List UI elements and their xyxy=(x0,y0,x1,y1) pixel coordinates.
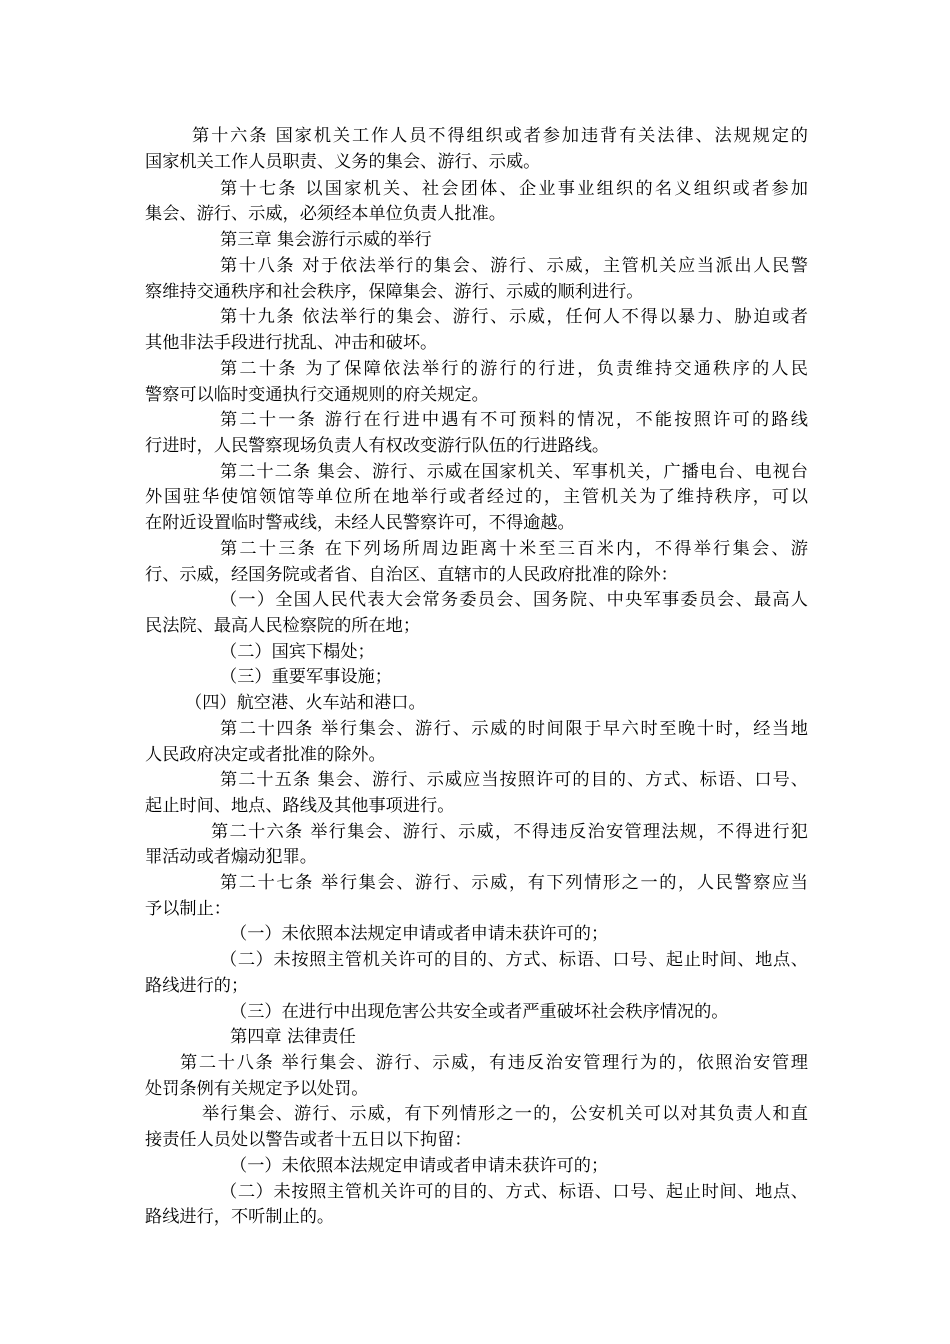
article-27-line-2: 予以制止： xyxy=(145,899,231,919)
article-27-item-3: （三）在进行中出现危害公共安全或者严重破坏社会秩序情况的。 xyxy=(230,1002,729,1022)
article-19-line-2: 其他非法手段进行扰乱、冲击和破坏。 xyxy=(145,333,438,353)
article-22-line-2: 外国驻华使馆领馆等单位所在地举行或者经过的，主管机关为了维持秩序，可以 xyxy=(145,487,808,507)
article-23-item-3: （三）重要军事设施； xyxy=(220,667,392,687)
article-25-line-2: 起止时间、地点、路线及其他事项进行。 xyxy=(145,796,455,816)
article-28-item-2-line-1: （二）未按照主管机关许可的目的、方式、标语、口号、起止时间、地点、 xyxy=(220,1182,808,1202)
article-23-item-4: （四）航空港、火车站和港口。 xyxy=(185,693,426,713)
article-21-line-1: 第二十一条 游行在行进中遇有不可预料的情况，不能按照许可的路线 xyxy=(220,410,808,430)
article-28-line-2: 处罚条例有关规定予以处罚。 xyxy=(145,1079,369,1099)
article-27-item-2-line-2: 路线进行的； xyxy=(145,976,249,996)
article-26-line-1: 第二十六条 举行集会、游行、示威，不得违反治安管理法规，不得进行犯 xyxy=(211,822,808,842)
article-24-line-1: 第二十四条 举行集会、游行、示威的时间限于早六时至晚十时，经当地 xyxy=(220,719,808,739)
article-20-line-1: 第二十条 为了保障依法举行的游行的行进，负责维持交通秩序的人民 xyxy=(220,359,808,379)
article-17-line-1: 第十七条 以国家机关、社会团体、企业事业组织的名义组织或者参加 xyxy=(220,179,808,199)
article-16-line-1: 第十六条 国家机关工作人员不得组织或者参加违背有关法律、法规规定的 xyxy=(192,126,808,146)
article-28-item-1: （一）未依照本法规定申请或者申请未获许可的； xyxy=(230,1156,609,1176)
article-21-line-2: 行进时，人民警察现场负责人有权改变游行队伍的行进路线。 xyxy=(145,436,610,456)
article-23-item-2: （二）国宾下榻处； xyxy=(220,642,375,662)
article-19-line-1: 第十九条 依法举行的集会、游行、示威，任何人不得以暴力、胁迫或者 xyxy=(220,307,808,327)
article-18-line-2: 察维持交通秩序和社会秩序，保障集会、游行、示威的顺利进行。 xyxy=(145,282,644,302)
article-23-item-1-line-2: 民法院、最高人民检察院的所在地； xyxy=(145,616,421,636)
article-28-line-1: 第二十八条 举行集会、游行、示威，有违反治安管理行为的，依照治安管理 xyxy=(180,1053,808,1073)
article-24-line-2: 人民政府决定或者批准的除外。 xyxy=(145,745,386,765)
article-27-line-1: 第二十七条 举行集会、游行、示威，有下列情形之一的，人民警察应当 xyxy=(220,873,808,893)
chapter-4-heading: 第四章 法律责任 xyxy=(230,1027,356,1047)
article-28-para-2-line-1: 举行集会、游行、示威，有下列情形之一的，公安机关可以对其负责人和直 xyxy=(202,1104,808,1124)
article-20-line-2: 警察可以临时变通执行交通规则的府关规定。 xyxy=(145,385,489,405)
article-27-item-2-line-1: （二）未按照主管机关许可的目的、方式、标语、口号、起止时间、地点、 xyxy=(220,950,808,970)
article-18-line-1: 第十八条 对于依法举行的集会、游行、示威，主管机关应当派出人民警 xyxy=(220,256,808,276)
article-28-item-2-line-2: 路线进行，不听制止的。 xyxy=(145,1207,335,1227)
article-27-item-1: （一）未依照本法规定申请或者申请未获许可的； xyxy=(230,924,609,944)
article-23-item-1-line-1: （一）全国人民代表大会常务委员会、国务院、中央军事委员会、最高人 xyxy=(220,590,808,610)
article-22-line-1: 第二十二条 集会、游行、示威在国家机关、军事机关，广播电台、电视台 xyxy=(220,462,808,482)
article-23-line-1: 第二十三条 在下列场所周边距离十米至三百米内，不得举行集会、游 xyxy=(220,539,808,559)
article-17-line-2: 集会、游行、示威，必须经本单位负责人批准。 xyxy=(145,204,506,224)
article-28-para-2-line-2: 接责任人员处以警告或者十五日以下拘留： xyxy=(145,1130,472,1150)
article-16-line-2: 国家机关工作人员职责、义务的集会、游行、示威。 xyxy=(145,152,541,172)
article-25-line-1: 第二十五条 集会、游行、示威应当按照许可的目的、方式、标语、口号、 xyxy=(220,770,808,790)
article-23-line-2: 行、示威，经国务院或者省、自治区、直辖市的人民政府批准的除外： xyxy=(145,565,678,585)
article-26-line-2: 罪活动或者煽动犯罪。 xyxy=(145,847,317,867)
article-22-line-3: 在附近设置临时警戒线，未经人民警察许可，不得逾越。 xyxy=(145,513,575,533)
chapter-3-heading: 第三章 集会游行示威的举行 xyxy=(220,230,432,250)
